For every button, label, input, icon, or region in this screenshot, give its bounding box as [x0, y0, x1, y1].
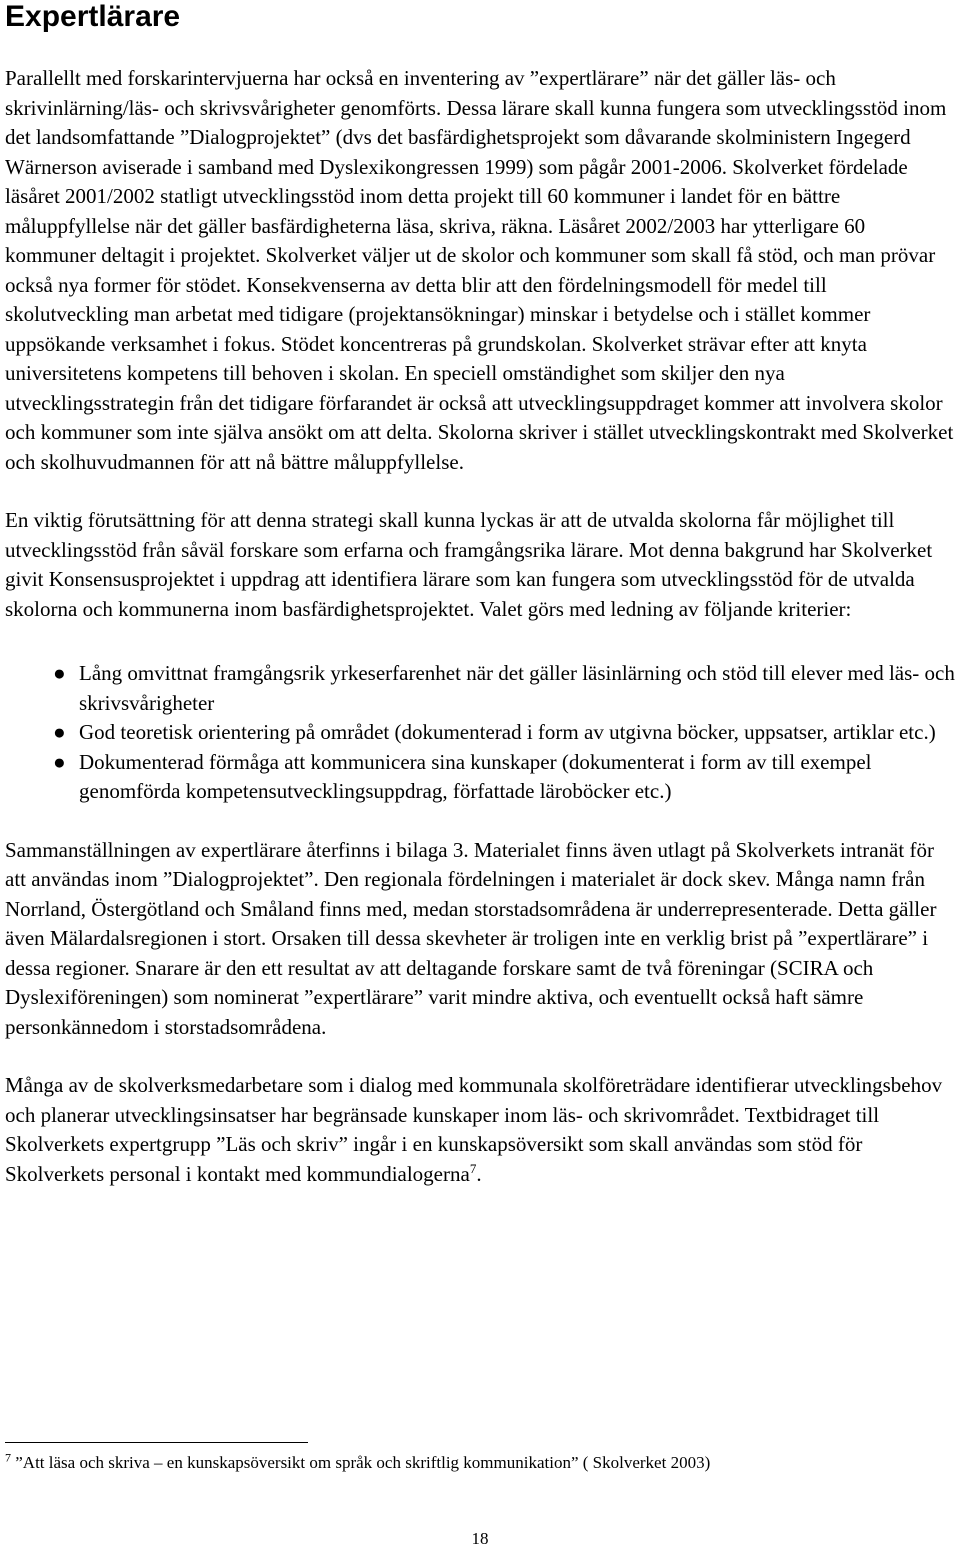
bullet-icon: ●: [53, 720, 66, 744]
section-heading: Expertlärare: [5, 0, 181, 33]
list-item: [53, 659, 955, 718]
list-item-text: God teoretisk orientering på området (dokumenterad i form av utgivna böcker, uppsatser, artiklar etc.): [79, 720, 936, 744]
paragraph-4: Många av de skolverksmedarbetare som i dialog med kommunala skolföreträdare identifierar utvecklingsbehov och planerar utvecklingsinsatser har begränsade kunskaper inom läs- och skrivområdet. Textbidraget till Skolverkets expertgrupp ”Läs och skriv” ingår i en kunskapsöversikt som skall användas som stöd för Skolverkets personal i kontakt med kommundialogerna$^7$.: [5, 1073, 943, 1186]
paragraph-1: Parallellt med forskarintervjuerna har också en inventering av ”expertlärare” när det gäller läs- och skrivinlärning/läs- och skrivsvårigheter genomförts. Dessa lärare skall kunna fungera som utvecklingsstöd inom det landsomfattande ”Dialogprojektet” (dvs det basfärdighetsprojekt som dåvarande skolministern Ingegerd Wärnerson aviserade i samband med Dyslexikongressen 1999) som pågår 2001-2006. Skolverket fördelade läsåret 2001/2002 statligt utvecklingsstöd inom detta projekt till 60 kommuner i landet för en bättre måluppfyllelse när det gäller basfärdigheterna läsa, skriva, räkna. Läsåret 2002/2003 har ytterligare 60 kommuner deltagit i projektet. Skolverket väljer ut de skolor och kommuner som skall få stöd, och man prövar också nya former för stödet. Konsekvenserna av detta blir att den fördelningsmodell för medel till skolutveckling man arbetat med tidigare (projektansökningar) minskar i betydelse och i stället kommer uppsökande verksamhet i fokus. Stödet koncentreras på grundskolan. Skolverket strävar efter att knyta universitetens kompetens till behoven i skolan. En speciell omständighet som skiljer den nya utvecklingsstrategin från det tidigare förfarandet är också att utvecklingsuppdraget kommer att involvera skolor och kommuner som inte själva ansökt om att delta. Skolorna skriver i stället utvecklingskontrakt med Skolverket och skolhuvudmannen för att nå bättre måluppfyllelse.: [5, 66, 954, 474]
document-page: [5, 0, 955, 1189]
paragraph-3: Sammanställningen av expertlärare återfinns i bilaga 3. Materialet finns även utlagt på Skolverkets intranät för att användas inom ”Dialogprojektet”. Den regionala fördelningen i materialet är dock skev. Många namn från Norrland, Östergötland och Småland finns med, medan storstadsområdena är underrepresenterade. Detta gäller även Mälardalsregionen i stort. Orsaken till dessa skevheter är troligen inte en verklig brist på ”expertlärare” i dessa regioner. Snarare är den ett resultat av att deltagande forskare samt de två föreningar (SCIRA och Dyslexiföreningen) som nominerat ”expertlärare” varit mindre aktiva, och eventuellt också haft sämre personkännedom i storstadsområdena.: [5, 837, 937, 1039]
footnote-number: 7: [5, 1450, 11, 1465]
footnote-reference: 7: [469, 1160, 477, 1176]
paragraph-2: En viktig förutsättning för att denna strategi skall kunna lyckas är att de utvalda skolorna får möjlighet till utvecklingsstöd från såväl forskare som erfarna och framgångsrika lärare. Mot denna bakgrund har Skolverket givit Konsensusprojektet i uppdrag att identifiera lärare som kan fungera som utvecklingsstöd för de utvalda skolorna och kommunerna inom basfärdighetsprojektet. Valet görs med ledning av följande kriterier:: [5, 508, 933, 621]
bullet-icon: ●: [53, 661, 66, 685]
page-number: 18: [471, 1529, 489, 1548]
list-item: [53, 748, 955, 807]
paragraph-4-text: Många av de skolverksmedarbetare som i dialog med kommunala skolföreträdare identifierar utvecklingsbehov och planerar utvecklingsinsatser har begränsade kunskaper inom läs- och skrivområdet. Textbidraget till Skolverkets expertgrupp ”Läs och skriv” ingår i en kunskapsöversikt som skall användas som stöd för Skolverkets personal i kontakt med kommundialogerna: [5, 1073, 943, 1186]
bullet-icon: ●: [53, 749, 66, 774]
list-item: [53, 718, 955, 748]
footnote-text: ”Att läsa och skriva – en kunskapsöversikt om språk och skriftlig kommunikation” ( Skolverket 2003): [11, 1453, 711, 1472]
footnote-divider: [5, 1442, 308, 1443]
list-item-text: Dokumenterad förmåga att kommunicera sina kunskaper (dokumenterat i form av till exempel genomförda kompetensutvecklingsuppdrag, författade läroböcker etc.): [79, 749, 872, 803]
footnote: [5, 1452, 710, 1474]
criteria-list: [53, 659, 955, 807]
list-item-text: Lång omvittnat framgångsrik yrkeserfarenhet när det gäller läsinlärning och stöd till elever med läs- och skrivsvårigheter: [79, 661, 955, 715]
